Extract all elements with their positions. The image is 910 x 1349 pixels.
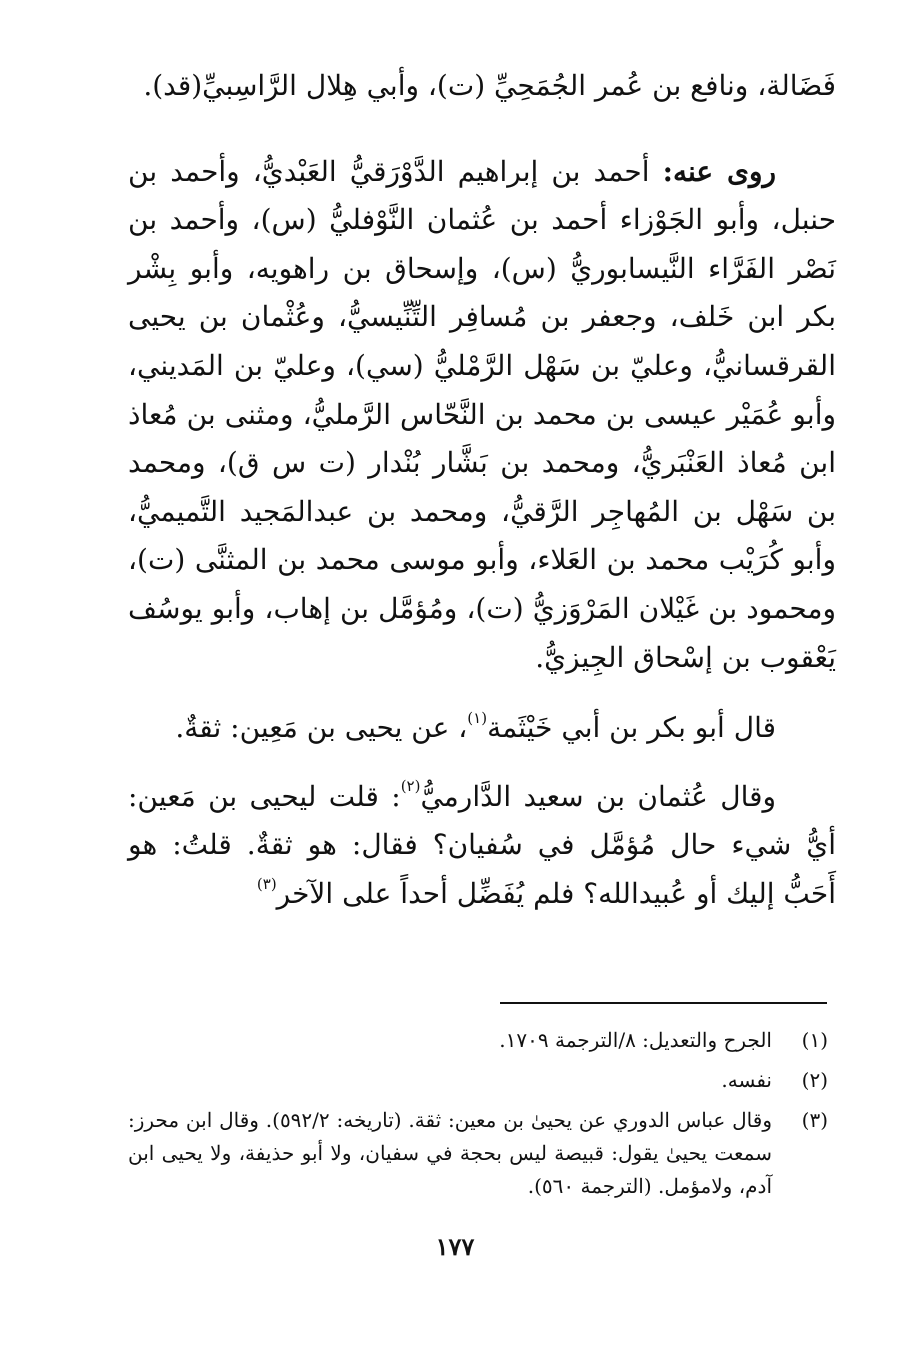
footnote-text: نفسه.	[721, 1068, 772, 1092]
page-number: ١٧٧	[435, 1232, 475, 1261]
quote-1-end: ، عن يحيى بن مَعِين: ثقةٌ.	[175, 711, 468, 745]
footnote-item	[128, 1104, 828, 1203]
paragraph-quote-2	[128, 773, 836, 919]
footnote-ref-2[interactable]: (٢)	[400, 777, 421, 796]
quote-1-text: قال أبو بكر بن أبي خَيْثَمة	[487, 711, 776, 745]
footnote-number: (٢)	[801, 1068, 828, 1092]
paragraph-quote-1	[128, 704, 836, 753]
paragraph-text: فَضَالة، ونافع بن عُمر الجُمَحِيِّ (ت)، وأبي هِلال الرَّاسِبيِّ(قد).	[143, 69, 836, 102]
narrators-text: أحمد بن إبراهيم الدَّوْرَقيُّ العَبْديُّ، وأحمد بن حنبل، وأبو الجَوْزاء أحمد بن عُثمان النَّوْفليُّ (س)، وأحمد بن نَصْر الفَرَّاء النَّيسابوريُّ (س)، وإسحاق بن راهويه، وأبو بِشْر بكر ابن خَلف، وجعفر بن مُسافِر التِّنِّيسيُّ، وعُثْمان بن يحيى القرقسانيُّ، وعليّ بن سَهْل الرَّمْليُّ (سي)، وعليّ بن المَديني، وأبو عُمَيْر عيسى بن محمد بن النَّحّاس الرَّمليُّ، ومثنى بن مُعاذ ابن مُعاذ العَنْبَريُّ، ومحمد بن بَشَّار بُنْدار (ت س ق)، ومحمد بن سَهْل بن المُهاجِر الرَّقيُّ، ومحمد بن عبدالمَجيد التَّميميُّ، وأبو كُرَيْب محمد بن العَلاء، وأبو موسى محمد بن المثنَّى (ت)، ومحمود بن غَيْلان المَرْوَزيُّ (ت)، ومُؤمَّل بن إهاب، وأبو يوسُف يَعْقوب بن إسْحاق الجِيزيُّ.	[128, 154, 836, 674]
footnote-ref-1[interactable]: (١)	[467, 708, 488, 727]
footnote-text: وقال عباس الدوري عن يحيىٰ بن معين: ثقة. (تاريخه: ٥٩٢/٢). وقال ابن محرز: سمعت يحيىٰ يقول: قبيصة ليس بحجة في سفيان، ولا أبو حذيفة، ولا يحيى ابن آدم، ولامؤمل. (الترجمة ٥٦٠).	[128, 1108, 772, 1198]
footnote-divider	[500, 1002, 827, 1004]
footnote-ref-3[interactable]: (٣)	[256, 874, 277, 893]
footnote-text: الجرح والتعديل: ٨/الترجمة ١٧٠٩.	[499, 1028, 772, 1052]
footnotes	[128, 1024, 828, 1210]
footnote-item	[128, 1064, 828, 1097]
quote-2-text: وقال عُثمان بن سعيد الدَّارميُّ	[420, 779, 776, 813]
paragraph-narrators	[128, 148, 836, 683]
footnote-number: (٣)	[801, 1108, 828, 1132]
narrators-label: روى عنه:	[662, 154, 777, 188]
footnote-item	[128, 1024, 828, 1057]
main-text	[128, 62, 836, 919]
paragraph-continuation	[128, 62, 836, 111]
footnote-number: (١)	[801, 1028, 828, 1052]
quote-2-end: : قلت ليحيى بن مَعين: أيُّ شيء حال مُؤمَّل في سُفيان؟ فقال: هو ثقةٌ. قلتُ: هو أَحَبُّ إليك أو عُبيدالله؟ فلم يُفَضِّل أحداً على الآخر	[128, 779, 836, 910]
